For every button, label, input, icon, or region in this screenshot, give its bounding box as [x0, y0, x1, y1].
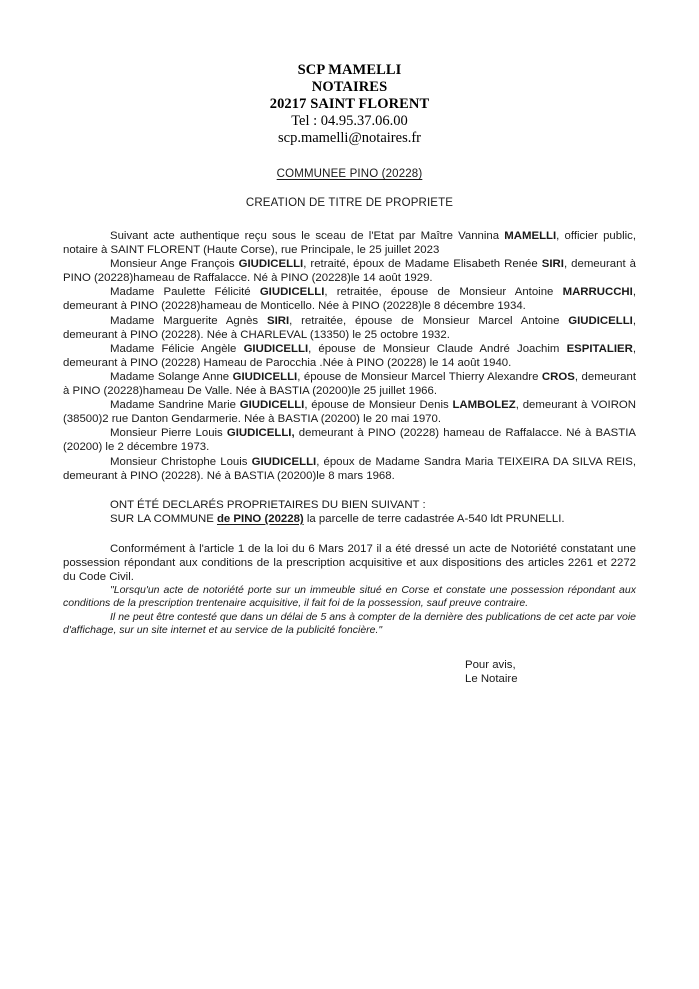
party-prefix: Madame Félicie Angèle: [110, 342, 244, 355]
party-surname: GIUDICELLI: [259, 286, 325, 299]
party-spouse-surname: GIUDICELLI: [568, 314, 633, 327]
party-middle: , époux de Madame Sandra Maria TEIXEIRA DA SILVA REIS, demeurant à PINO (20228). Né à BASTIA (20200)le 8 mars 1968.: [63, 455, 636, 482]
party-paragraph: [63, 314, 636, 342]
party-paragraph: [63, 398, 636, 426]
party-middle: , retraitée, épouse de Monsieur Antoine: [324, 286, 563, 299]
signature-line-1: Pour avis,: [465, 658, 516, 671]
party-prefix: Madame Marguerite Agnès: [110, 314, 267, 327]
party-paragraph: [63, 342, 636, 370]
party-paragraph: [63, 257, 636, 285]
legal-quote-paragraph-1: "Lorsqu'un acte de notoriété porte sur un immeuble situé en Corse et constate une possession répondant aux conditions de la prescription trentenaire acquisitive, il fait foi de la possession, sauf preuve contraire.: [63, 584, 636, 610]
declaration-headline: ONT ÉTÉ DECLARÉS PROPRIETAIRES DU BIEN SUIVANT :: [110, 498, 426, 511]
party-prefix: Madame Paulette Félicité: [110, 286, 260, 299]
firm-address: 20217 SAINT FLORENT: [269, 96, 430, 112]
firm-name: SCP MAMELLI: [297, 62, 402, 78]
party-surname: GIUDICELLI,: [226, 427, 295, 440]
party-middle: , épouse de Monsieur Marcel Thierry Alexandre: [297, 370, 542, 383]
conformity-block: [63, 542, 636, 637]
party-surname: GIUDICELLI: [238, 258, 304, 271]
page-title-text: CREATION DE TITRE DE PROPRIETE: [245, 197, 454, 209]
party-middle: , épouse de Monsieur Claude André Joachim: [308, 342, 567, 355]
declaration-parcel-suffix: la parcelle de terre cadastrée A-540 ldt PRUNELLI.: [303, 512, 565, 525]
commune-heading-text: COMMUNEE PINO (20228): [276, 168, 423, 180]
party-prefix: Madame Sandrine Marie: [110, 399, 240, 412]
intro-notary-name: MAMELLI: [504, 230, 557, 242]
party-surname: GIUDICELLI: [239, 399, 305, 412]
party-suffix: , demeurant à PINO (20228)hameau De Valle. Née à BASTIA (20200)le 25 juillet 1966.: [63, 370, 636, 398]
party-suffix: , demeurant à PINO (20228)hameau de Monticello. Née à PINO (20228)le 8 décembre 1934.: [63, 286, 636, 313]
declaration-parcel-line: [110, 512, 636, 526]
party-surname: GIUDICELLI: [251, 455, 317, 468]
declaration-parcel-prefix: SUR LA COMMUNE: [110, 512, 217, 525]
letterhead: [63, 0, 636, 147]
commune-heading: [63, 168, 636, 180]
intro-paragraph: [63, 229, 636, 257]
party-paragraph: [63, 455, 636, 483]
party-paragraph: [63, 426, 636, 454]
party-paragraph: [63, 370, 636, 398]
party-surname: GIUDICELLI: [232, 370, 298, 383]
party-suffix: , demeurant à PINO (20228)hameau de Raffalacce. Né à PINO (20228)le 14 août 1929.: [63, 258, 636, 285]
party-surname: GIUDICELLI: [243, 342, 309, 355]
firm-phone: Tel : 04.95.37.06.00: [291, 113, 408, 129]
intro-text-before: Suivant acte authentique reçu sous le sceau de l'Etat par Maître Vannina: [110, 230, 505, 242]
party-spouse-surname: MARRUCCHI: [562, 286, 633, 299]
party-spouse-surname: ESPITALIER: [566, 342, 633, 355]
party-prefix: Monsieur Ange François: [110, 258, 239, 271]
declaration-commune-emphasis: de PINO (20228): [216, 512, 304, 525]
party-suffix: , demeurant à PINO (20228) Hameau de Parocchia .Née à PINO (20228) le 14 août 1940.: [63, 342, 636, 369]
party-prefix: Madame Solange Anne: [110, 370, 233, 383]
document-body: [63, 229, 636, 686]
party-prefix: Monsieur Christophe Louis: [110, 455, 252, 468]
firm-profession: NOTAIRES: [311, 79, 388, 95]
party-suffix: , demeurant à VOIRON (38500)2 rue Danton Gendarmerie. Née à BASTIA (20200) le 20 mai 1970.: [63, 399, 637, 426]
party-paragraph: [63, 285, 636, 313]
signature-line-2: Le Notaire: [465, 673, 518, 686]
firm-email: scp.mamelli@notaires.fr: [277, 130, 421, 146]
party-prefix: Monsieur Pierre Louis: [110, 427, 227, 440]
party-middle: demeurant à PINO (20228) hameau de Raffalacce. Né à BASTIA (20200) le 2 décembre 1973.: [63, 427, 636, 454]
party-spouse-surname: CROS: [541, 370, 575, 383]
party-spouse-surname: LAMBOLEZ: [452, 399, 516, 412]
signature-block: [63, 658, 636, 686]
declaration-block: [63, 498, 636, 526]
conformity-paragraph: Conformément à l'article 1 de la loi du 6 Mars 2017 il a été dressé un acte de Notoriété constatant une possession répondant aux conditions de la prescription acquisitive et aux dispositions des articles 2261 et 2272 du Code Civil.: [63, 542, 636, 584]
legal-quote-paragraph-2: Il ne peut être contesté que dans un délai de 5 ans à compter de la dernière des publications de cet acte par voie d'affichage, sur un site internet et au service de la publicité foncière.": [63, 610, 636, 636]
party-suffix: , demeurant à PINO (20228). Née à CHARLEVAL (13350) le 25 octobre 1932.: [63, 314, 636, 341]
page-title: [63, 197, 636, 209]
party-surname: SIRI: [266, 314, 290, 327]
party-middle: , retraitée, épouse de Monsieur Marcel Antoine: [289, 314, 569, 327]
intro-text-after: , officier public, notaire à SAINT FLORENT (Haute Corse), rue Principale, le 25 juillet 2023: [63, 230, 637, 257]
party-middle: , épouse de Monsieur Denis: [304, 399, 453, 412]
party-spouse-surname: SIRI: [541, 258, 564, 271]
party-middle: , retraité, époux de Madame Elisabeth Renée: [303, 258, 542, 271]
